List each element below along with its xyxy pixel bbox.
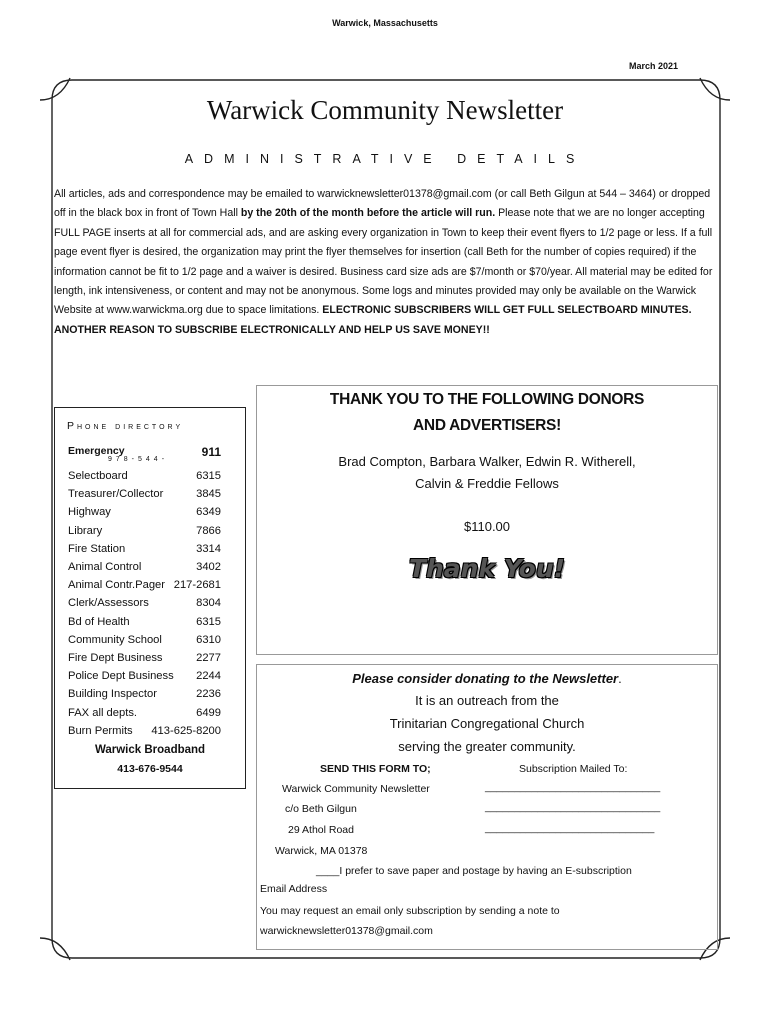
donate-line-1-period: . [618,671,622,686]
phone-label: Police Dept Business [68,670,174,683]
emergency-number: 911 [201,445,221,459]
phone-number: 3402 [196,561,221,573]
phone-row [68,543,233,560]
phone-number: 6310 [196,633,221,646]
phone-row [68,579,233,596]
address-line-2: c/o Beth Gilgun [285,803,357,815]
phone-row [68,616,233,633]
phone-row [68,470,233,487]
phone-number: 6499 [196,706,221,719]
phone-row [68,725,233,742]
donation-amount: $110.00 [463,519,511,534]
phone-label: Clerk/Assessors [68,597,149,610]
broadband-label: Warwick Broadband [94,744,206,756]
phone-row [68,652,233,669]
phone-number: 2236 [196,688,221,701]
phone-label: Burn Permits [68,724,133,737]
phone-directory-title: Phone directory [67,420,184,432]
section-subtitle: ADMINISTRATIVE DETAILS [184,152,586,166]
phone-label: Selectboard [68,470,128,482]
send-form-label: SEND THIS FORM TO; [320,763,431,775]
phone-label: Animal Contr.Pager [68,579,166,592]
donate-line-2: It is an outreach from the [415,693,559,708]
phone-number: 7866 [196,524,221,537]
phone-row [68,525,233,542]
donor-heading-1: THANK YOU TO THE FOLLOWING DONORS [329,391,645,408]
phone-row [68,707,233,724]
subscription-mailed-label: Subscription Mailed To: [519,763,628,775]
phone-row [68,634,233,651]
intro-p1: All articles, ads and correspondence may be emailed to warwicknewsletter01378@gmail.com (or call Beth Gilgun at 544 – 3464) or dropped off in the black box in front of Town Hall [54,188,711,220]
donate-line-4: serving the greater community. [398,739,576,754]
phone-prefix: 978-544- [108,456,169,463]
header-date: March 2021 [628,61,678,71]
mailing-blank-2[interactable]: ______________________________ [485,801,661,813]
phone-row [68,597,233,614]
header-place: Warwick, Massachusetts [332,18,438,28]
phone-number: 217-2681 [173,579,221,592]
phone-row [68,506,233,523]
phone-number: 413-625-8200 [151,724,221,737]
address-line-4: Warwick, MA 01378 [275,845,368,857]
address-line-3: 29 Athol Road [288,824,354,836]
phone-label: Treasurer/Collector [68,488,164,501]
phone-row [68,561,233,578]
request-note-1: You may request an email only subscription by sending a note to [260,905,560,917]
phone-number: 6349 [196,506,221,519]
phone-number: 3314 [196,542,221,555]
email-address-label: Email Address [260,883,328,895]
phone-directory [54,407,246,789]
donate-line-3: Trinitarian Congregational Church [389,716,585,731]
phone-number: 2244 [196,670,221,683]
donor-box [256,385,718,655]
phone-label: Fire Station [68,542,126,555]
phone-number: 6315 [196,615,221,628]
thank-you-graphic: Thank You! [408,554,566,583]
phone-label: Animal Control [68,561,142,573]
emergency-label: Emergency [68,445,125,457]
phone-label: Community School [68,633,162,646]
donate-line-1 [257,671,717,686]
newsletter-title: Warwick Community Newsletter [206,95,564,125]
donor-names-1: Brad Compton, Barbara Walker, Edwin R. Witherell, [338,454,636,469]
intro-p2: Please note that we are no longer accepting FULL PAGE inserts at all for commercial ads, and are asking every organization in Town to keep their event flyers to 1/2 page or less. If a full page event flyer is desired, the organization may print the flyer themselves for insertion (call Beth for the number of copies required) if the information cannot be fit to 1/2 page and a waiver is desired. Business card size ads are $7/month or $70/year. All material may be edited for length, ink intensiveness, or content and may not be anonymous. Some logs and minutes provided may only be available on the Warwick Website at www.warwickma.org due to space limitations. [54,207,713,317]
donor-names-2: Calvin & Freddie Fellows [415,476,559,491]
donation-form [256,664,718,950]
phone-label: Building Inspector [68,688,157,701]
broadband-number: 413-676-9544 [117,763,183,775]
phone-number: 2277 [196,652,221,664]
mailing-blank-3[interactable]: _____________________________ [485,822,655,834]
phone-label: Fire Dept Business [68,652,163,664]
phone-row [68,688,233,705]
intro-p2-bold: ELECTRONIC SUBSCRIBERS WILL GET FULL SELECTBOARD MINUTES. ANOTHER REASON TO SUBSCRIBE ELECTRONICALLY AND HELP US SAVE MONEY!! [54,304,692,336]
request-note-2: warwicknewsletter01378@gmail.com [260,925,433,937]
donate-line-1-text: Please consider donating to the Newsletter [352,671,619,686]
phone-row [68,670,233,687]
phone-number: 3845 [196,488,221,501]
address-line-1: Warwick Community Newsletter [282,783,430,795]
phone-label: Highway [68,506,111,519]
donor-heading-2: AND ADVERTISERS! [413,417,561,434]
esubscription-option[interactable]: ____I prefer to save paper and postage by having an E-subscription [316,865,632,877]
intro-text [54,185,719,340]
phone-label: Library [68,524,103,537]
phone-number: 8304 [196,597,221,610]
phone-number: 6315 [196,470,221,482]
phone-row [68,488,233,505]
mailing-blank-1[interactable]: ______________________________ [485,781,661,793]
phone-label: Bd of Health [68,615,130,628]
phone-label: FAX all depts. [68,706,138,719]
intro-p1-bold: by the 20th of the month before the article will run. [240,207,496,220]
